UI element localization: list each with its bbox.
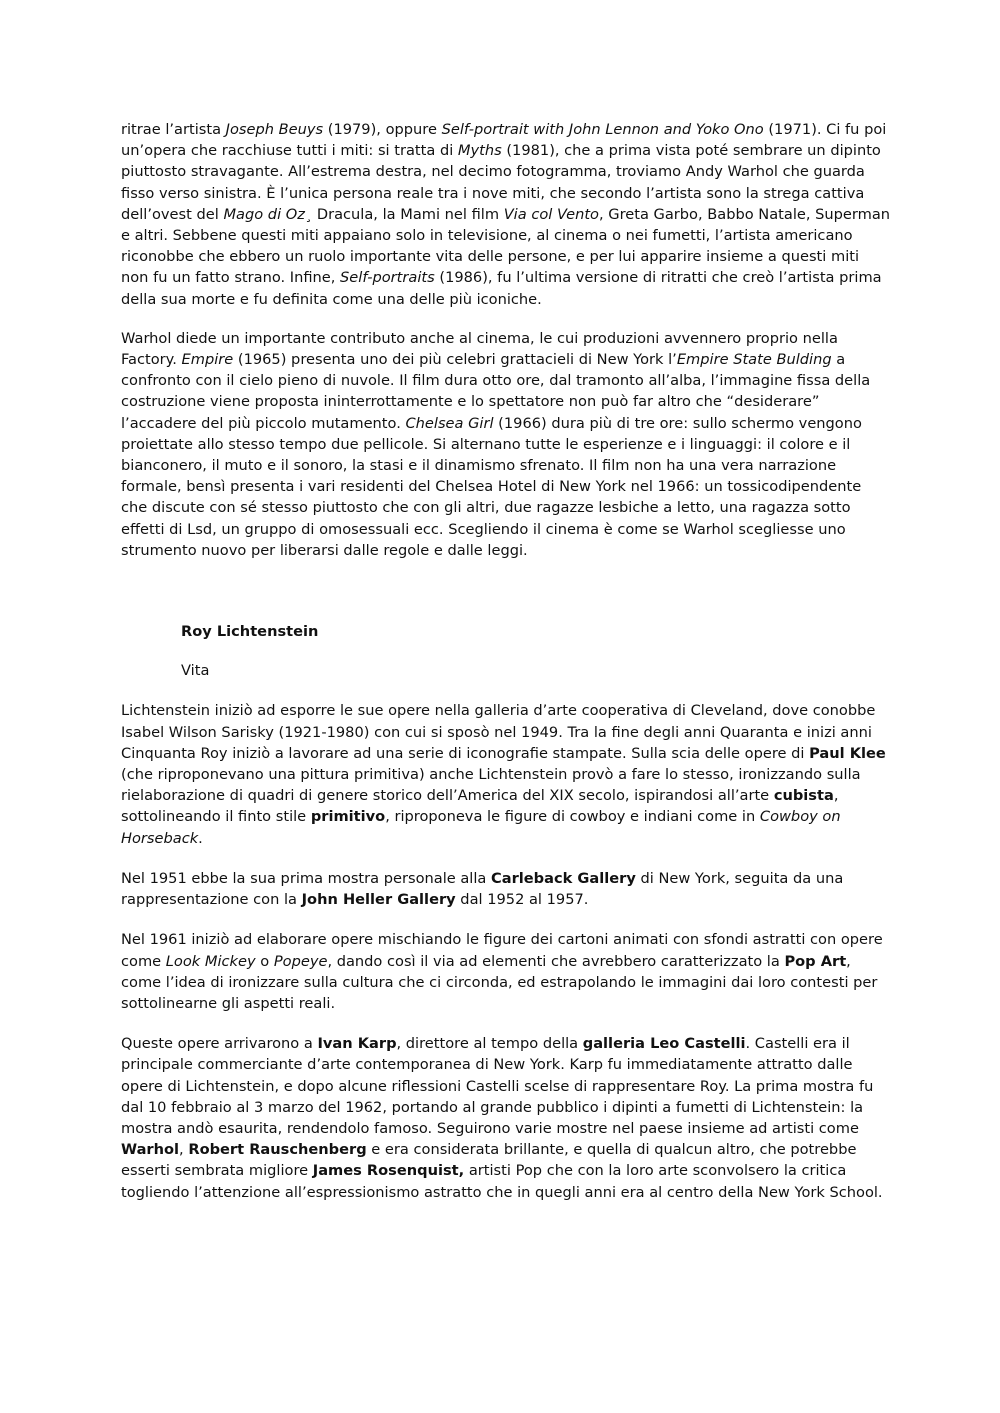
artwork-title: Popeye bbox=[273, 952, 328, 970]
text-run: di New York, seguita da una rappresentazione con la bbox=[121, 869, 844, 909]
text-run: (1986), fu l’ultima versione di ritratti che creò l’artista prima della sua morte e fu definita come una delle più iconiche. bbox=[121, 269, 882, 308]
bold-term: James Rosenquist, bbox=[312, 1162, 465, 1180]
artwork-title: Cowboy on Horseback bbox=[121, 808, 841, 847]
artwork-title: Look Mickey bbox=[165, 952, 256, 970]
paragraph-lichtenstein-1951 bbox=[121, 868, 891, 910]
artwork-title: Joseph Beuys bbox=[225, 121, 324, 138]
section-heading: Roy Lichtenstein bbox=[181, 623, 319, 641]
text-run: . bbox=[198, 829, 203, 847]
paragraph-lichtenstein-1961 bbox=[121, 929, 891, 1014]
text-run: Queste opere arrivarono a bbox=[121, 1035, 318, 1053]
document-page bbox=[121, 119, 891, 1222]
film-title: Via col Vento bbox=[503, 205, 599, 223]
paragraph-warhol-portraits bbox=[121, 119, 891, 310]
bold-term: Carleback Gallery bbox=[491, 869, 636, 887]
text-run: Nel 1951 ebbe la sua prima mostra personale alla bbox=[121, 869, 492, 887]
section-subheading: Vita bbox=[181, 662, 210, 680]
bold-term: cubista bbox=[773, 787, 834, 805]
bold-term: primitivo bbox=[310, 808, 386, 826]
film-title: Empire bbox=[181, 351, 234, 369]
text-run: e era considerata brillante, e quella di qualcun altro, che potrebbe esserti sembrata migliore bbox=[121, 1141, 857, 1180]
text-run: (1979), oppure bbox=[323, 121, 442, 138]
bold-term: Pop Art bbox=[784, 952, 847, 970]
text-run: Warhol diede un importante contributo anche al cinema, le cui produzioni avvennero proprio nella Factory. bbox=[121, 329, 838, 369]
artwork-title: Myths bbox=[457, 142, 502, 160]
paragraph-lichtenstein-early bbox=[121, 700, 891, 848]
text-run: dal 1952 al 1957. bbox=[455, 891, 589, 909]
text-run: (1981), che a prima vista poté sembrare un dipinto piuttosto stravagante. All’estrema destra, nel decimo fotogramma, troviamo Andy Warhol che guarda fisso verso sinistra. È l’unica persona reale tra i nove miti, che secondo l’artista sono la strega cattiva dell’ovest del bbox=[121, 142, 881, 223]
building-name: Empire State Bulding bbox=[676, 351, 832, 369]
text-run: , dando così il via ad elementi che avrebbero caratterizzato la bbox=[327, 952, 785, 970]
text-run: (1965) presenta uno dei più celebri grattacieli di New York l’ bbox=[233, 351, 677, 369]
bold-term: Warhol bbox=[121, 1141, 180, 1159]
bold-term: John Heller Gallery bbox=[301, 891, 456, 909]
artwork-title: Self-portraits bbox=[340, 269, 435, 287]
text-run: , Greta Garbo, Babbo Natale, Superman e altri. Sebbene questi miti appaiano solo in televisione, al cinema o nei fumetti, l’artista americano riconobbe che ebbero un ruolo importante vita delle persone, e per lui apparire insieme a questi miti non fu un fatto strano. Infine, bbox=[121, 205, 891, 287]
text-run: . Castelli era il principale commerciante d’arte contemporanea di New York. Karp fu immediatamente attratto dalle opere di Lichtenstein, e dopo alcune riflessioni Castelli scelse di rappresentare Roy. La prima mostra fu dal 10 febbraio al 3 marzo del 1962, portando al grande pubblico i dipinti a fumetti di Lichtenstein: la mostra andò esaurita, rendendolo famoso. Seguirono varie mostre nel paese insieme ad artisti come bbox=[121, 1035, 874, 1137]
bold-term: Ivan Karp bbox=[317, 1035, 397, 1053]
text-run: o bbox=[255, 952, 274, 970]
text-run: (1966) dura più di tre ore: sullo schermo vengono proiettate allo stesso tempo due pellicole. Si alternano tutte le esperienze e i linguaggi: il colore e il bianconero, il muto e il sonoro, la stasi e il dinamismo sfrenato. Il film non ha una vera narrazione formale, bensì presenta i vari residenti del Chelsea Hotel di New York nel 1966: un tossicodipendente che discute con sé stesso piuttosto che con gli altri, due ragazze lesbiche a letto, una ragazza sotto effetti di Lsd, un gruppo di omosessuali ecc. Scegliendo il cinema è come se Warhol scegliesse uno strumento nuovo per liberarsi dalle regole e dalle leggi. bbox=[121, 414, 862, 559]
bold-term: Robert Rauschenberg bbox=[188, 1141, 367, 1159]
film-title: Mago di Oz bbox=[223, 205, 305, 223]
text-run: Nel 1961 iniziò ad elaborare opere mischiando le figure dei cartoni animati con sfondi astratti con opere come bbox=[121, 931, 883, 970]
text-run: , riproponeva le figure di cowboy e indiani come in bbox=[385, 808, 760, 826]
text-run: a confronto con il cielo pieno di nuvole. Il film dura otto ore, dal tramonto all’alba, l’immagine fissa della costruzione viene proposta ininterrottamente e lo spettatore non può far altro che “desiderare” l’accadere del più piccolo mutamento. bbox=[121, 351, 871, 432]
film-title: Chelsea Girl bbox=[405, 414, 494, 432]
bold-term: Paul Klee bbox=[809, 744, 886, 762]
paragraph-lichtenstein-castelli bbox=[121, 1033, 891, 1203]
text-run: artisti Pop che con la loro arte sconvolsero la critica togliendo l’attenzione all’espressionismo astratto che in quegli anni era al centro della New York School. bbox=[121, 1162, 883, 1201]
section-spacer bbox=[121, 580, 891, 621]
artwork-title: Self-portrait with John Lennon and Yoko Ono bbox=[441, 121, 764, 138]
text-run: , sottolineando il finto stile bbox=[121, 787, 839, 826]
text-run: , come l’idea di ironizzare sulla cultura che ci circonda, ed estrapolando le immagini dai loro contesti per sottolinearne gli aspetti reali. bbox=[121, 952, 878, 1012]
text-run: Lichtenstein iniziò ad esporre le sue opere nella galleria d’arte cooperativa di Cleveland, dove conobbe Isabel Wilson Sarisky (1921-1980) con cui si sposò nel 1949. Tra la fine degli anni Quaranta e inizi anni Cinquanta Roy iniziò a lavorare ad una serie di iconografie stampate. Sulla scia delle opere di bbox=[121, 702, 876, 762]
text-run: (1971). Ci fu poi un’opera che racchiuse tutti i miti: si tratta di bbox=[121, 121, 887, 160]
text-run: ¸ Dracula, la Mami nel film bbox=[304, 205, 504, 223]
text-run: , direttore al tempo della bbox=[396, 1035, 583, 1053]
bold-term: galleria Leo Castelli bbox=[582, 1035, 746, 1053]
text-run: , bbox=[179, 1141, 189, 1159]
paragraph-warhol-cinema bbox=[121, 328, 891, 561]
text-run: (che riproponevano una pittura primitiva) anche Lichtenstein provò a fare lo stesso, ironizzando sulla rielaborazione di quadri di genere storico dell’America del XIX secolo, ispirandosi all’arte bbox=[121, 766, 861, 805]
text-run: ritrae l’artista bbox=[121, 121, 226, 138]
